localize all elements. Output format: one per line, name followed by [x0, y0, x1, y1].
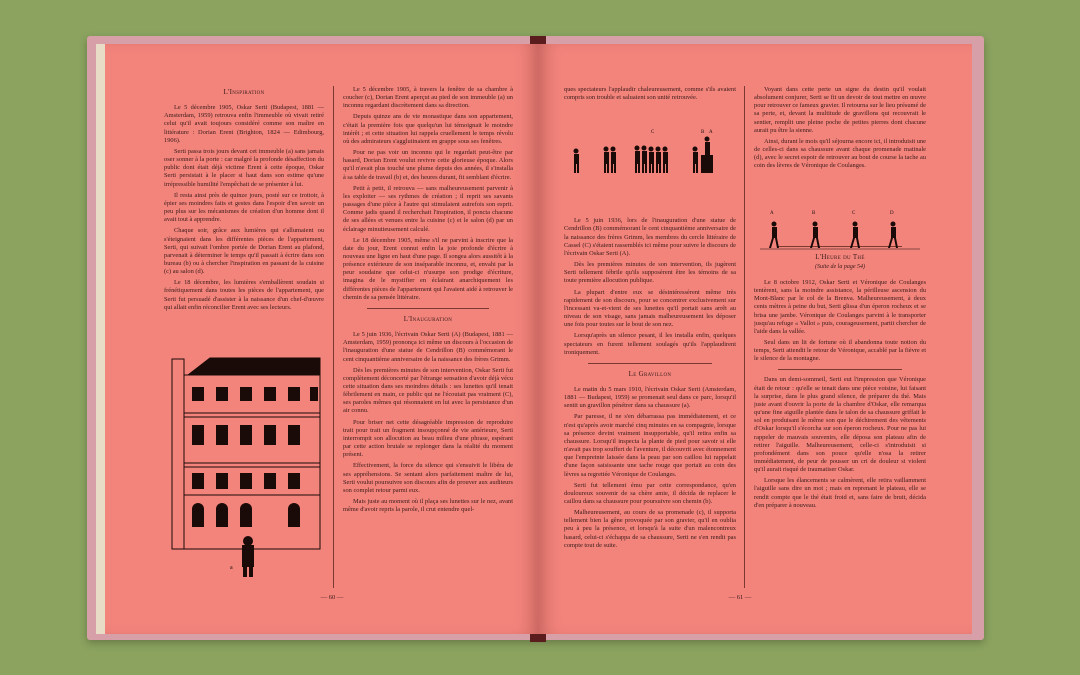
paragraph: Le 18 décembre 1905, même s'il ne parvint à inscrire que la date du jour, Erent connut enfin la joie profonde d'écrire à nouveau une ligne en haut d'une page. Il songea alors aussitôt à la présence extérieure de son inséparable inconnu, et, envahi par la peur soudaine que celui-ci n'usurpe son prodige d'écriture, imagina de le mystifier en éclairant anarchiquement les différentes pièces de l'appartement qui l'avaient aidé à retrouver le chemin de sa pensée littéraire.: [343, 236, 513, 301]
page-edge: [96, 44, 105, 634]
paragraph: Le 5 décembre 1905, à travers la fenêtre de sa chambre à coucher (c), Dorian Erent aperçut au pied de son immeuble (a) un inconnu regardant discrètement dans sa direction.: [343, 86, 513, 110]
spine-top: [530, 36, 546, 44]
left-col2: [343, 86, 513, 588]
paragraph: ques spectateurs l'applaudir chaleureusement, comme s'ils avaient compris son trouble et saluaient son unité retrouvée.: [564, 86, 736, 102]
paragraph: Petit à petit, il retrouva — sans malheureusement parvenir à les exploiter — ses rythmes de création ; il reprit ses savants passages d'une pièce à l'autre qui stimulaient autrefois son esprit. Comme jadis quand il recherchait l'inspiration, il poncta chacune de ses allées et venues entre la cuisine (c) et le salon (d) par un éclairage minutieusement calculé.: [343, 184, 513, 233]
paragraph: Il resta ainsi près de quinze jours, posté sur ce trottoir, à épier ses moindres faits et gestes dans l'espoir d'en savoir un peu plus sur les mécanismes de création d'un homme dont il avait tout à apprendre.: [164, 191, 324, 224]
paragraph: Dès les premières minutes de son intervention, Oskar Serti fut complètement déconcerté par l'étrange sensation d'avoir déjà vécu cette situation dans ses moindres détails : ses lunettes qu'il tenait fébrilement en main, ce public qui ne l'écoutait pas vraiment (C), ses paroles mêmes qui résonnaient en lui avec la persistance d'un air connu.: [343, 366, 513, 415]
section-title-inauguration: L'Inauguration: [403, 314, 453, 323]
paragraph: Lorsque les élancements se calmèrent, elle retira vaillamment l'aiguille sans dire un mot ; mais en reprenant le plateau, elle se rendit compte que le thé était froid et, sans faire de bruit, décida d'en préparer à nouveau.: [754, 477, 926, 509]
section-divider: [778, 369, 902, 370]
paragraph: Depuis quinze ans de vie monastique dans son appartement, c'était la première fois que quelqu'un lui témoignait le moindre intérêt ; et cette situation lui rappela cruellement le temps révolu où des admirateurs s'agglutinaient en grappe sous ses fenêtres.: [343, 113, 513, 145]
paragraph: Le matin du 5 mars 1910, l'écrivain Oskar Serti (Amsterdam, 1881 — Budapest, 1959) se promenait seul dans ce parc, lorsqu'il sentit un gravillon pénétrer dans sa chaussure (a).: [564, 385, 736, 410]
left-col1-top: [164, 86, 324, 346]
paragraph: Dès les premières minutes de son intervention, ils jugèrent Serti tellement fébrile qu'ils supposèrent être les témoins de sa toute première allocution publique.: [564, 261, 736, 285]
paragraph: Lorsqu'après un silence pesant, il les installa enfin, quelques spectateurs en furent tellement soulagés qu'ils l'applaudirent ironiquement.: [564, 332, 736, 356]
paragraph: Pour briser net cette désagréable impression de reproduire trait pour trait un fragment insoupçonné de vie antérieure, Serti interrompit son allocution au beau milieu d'une phrase, espérant par cette action brutale se replonger dans la réalité du moment présent.: [343, 418, 513, 459]
paragraph: Malheureusement, au cours de sa promenade (c), il supporta tellement bien la gêne provoquée par son gravier, qu'il en oublia peu à peu la présence, et lorsqu'à la suite d'un malencontreux hasard, celui-ci s'échappa de sa chaussure, Serti ne s'en rendit pas compte tout de suite.: [564, 509, 736, 549]
paragraph: Mais juste au moment où il plaça ses lunettes sur le nez, avant même d'avoir repris la parole, il crut entendre quel-: [343, 498, 513, 514]
figure-label-B: B: [701, 130, 705, 135]
page-number-right: — 61 —: [728, 594, 752, 601]
building-illustration: [170, 355, 322, 577]
walking-figures-illustration: [760, 206, 920, 254]
page-number-left: — 60 —: [320, 594, 344, 601]
paragraph: Effectivement, la force du silence qui s'ensuivit le libéra de ses appréhensions. Se sentant alors parfaitement maître de lui, Serti voulut poursuivre son discours afin de prouver aux auditeurs son complet retour parmi eux.: [343, 462, 513, 494]
figure-label-C: C: [651, 130, 655, 135]
paragraph: Dans un demi-sommeil, Serti eut l'impression que Véronique était de retour : qu'elle se tenait dans une pièce voisine, lui faisant la surprise, dans le plus grand silence, de préparer du thé. Mais juste avant d'ouvrir la porte de la chambre d'Oskar, elle remarqua qu'une fine aiguille plantée dans le talon de sa chaussure griffait le sol en produisant le même son que le déchirement des vêtements d'Oskar lorsqu'il s'écorcha sur son éperon rocheux. Pour ne pas lui rappeler de mauvais souvenirs, elle déposa son plateau afin de retirer l'aiguille. Malheureusement, celle-ci s'introduisit si profondément dans son pouce qu'elle n'osa la retirer immédiatement, de peur de pousser un cri de douleur si violent qu'il aurait risqué de traumatiser Oskar.: [754, 376, 926, 474]
paragraph: Serti fut tellement ému par cette correspondance, qu'en douloureux souvenir de sa chère amie, il décida de replacer le caillou dans sa chaussure pour poursuivre son chemin (b).: [564, 481, 736, 505]
paragraph: Le 8 octobre 1912, Oskar Serti et Véronique de Coulanges tentèrent, sans la moindre assistance, la périlleuse ascension du Mont-Blanc par le col de la Brenva. Malheureusement, à deux cents mètres à peine du but, Serti glissa d'un éperon rocheux et se brisa une jambe. Véronique de Coulanges parvint à le transporter jusqu'au refuge « Vallot » puis, courageusement, partit chercher de l'aide dans la vallée.: [754, 278, 926, 335]
figure-label-A: A: [770, 211, 774, 216]
section-subtitle: (Suite de la page 54): [815, 263, 865, 270]
paragraph: Le 5 juin 1936, l'écrivain Oskar Serti (A) (Budapest, 1881 — Amsterdam, 1959) prononça ici même un discours à l'occasion de l'inauguration d'une statue de Cendrillon (B) commémorant le cent cinquantième anniversaire de la naissance des frères Grimm.: [343, 331, 513, 363]
figure-label-D: D: [890, 211, 894, 216]
paragraph: Seul dans un lit de fortune où il abandonna toute notion du temps, Serti attendit le retour de Véronique, accablé par la fièvre et le silence de la montagne.: [754, 338, 926, 363]
paragraph: Serti passa trois jours devant cet immeuble (a) sans jamais oser sonner à la porte : car malgré la profonde désaffection du public dont était déjà victime Erent à cette époque, Oskar Serti persistait à le placer si haut dans son estime qu'une irrépressible humilité l'empêchait de se présenter à lui.: [164, 147, 324, 188]
figure-label-a: a: [230, 565, 233, 571]
crowd-illustration: [564, 125, 734, 177]
right-column-divider: [744, 86, 745, 588]
paragraph: Par paresse, il ne s'en débarrassa pas immédiatement, et ce n'est qu'après avoir marché cinq minutes en sa compagnie, lorsque sa présence devint vraiment insupportable, qu'il retira enfin sa chaussure. Lorsqu'il inspecta la plante de pied pour savoir si elle n'avait pas trop souffert de l'aventure, il découvrit avec étonnement que l'empreinte laissée dans la peau par son caillou lui rappelait d'une façon saisissante une tache rouge que portait au coin des lèvres sa regrettée Véronique de Coulanges.: [564, 413, 736, 478]
figure-label-C: C: [852, 211, 856, 216]
paragraph: Le 5 décembre 1905, Oskar Serti (Budapest, 1881 — Amsterdam, 1959) retrouva enfin l'immeuble où vivait retiré celui qu'il avait toujours considéré comme son maître en littérature : Dorian Erent (Brighton, 1824 — Edimbourg, 1906).: [164, 104, 324, 144]
paragraph: La plupart d'entre eux se désintéressèrent même très rapidement de son discours, pour se concentrer exclusivement sur l'incessant va-et-vient de ses lunettes qu'il portait sans arrêt au niveau de son visage, sans jamais malheureusement les déposer une fois pour toutes sur le bout de son nez.: [564, 288, 736, 329]
section-divider: [588, 363, 712, 364]
paragraph: Voyant dans cette perte un signe du destin qu'il voulait absolument conjurer, Serti se fit un devoir de tout mettre en œuvre pour retrouver ce fameux gravier. Il retourna sur le lieu présumé de sa perte, et, devant la multitude de gravillons qui recouvrait le sentier, remplit une pleine poche de petites pierres dont chacune aurait pu être la sienne.: [754, 86, 926, 134]
paragraph: Chaque soir, grâce aux lumières qui s'allumaient ou s'éteignaient dans les différentes pièces de l'appartement, Serti, qui suivait l'ombre portée de Dorian Erent au plafond, parvenait à déterminer le temps qu'il passait à écrire dans son bureau (b) ou à chercher l'inspiration en passant de la cuisine (c) au salon (d).: [164, 227, 324, 276]
section-title-inspiration: L'Inspiration: [223, 88, 265, 96]
paragraph: Le 18 décembre, les lumières s'emballèrent soudain si frénétiquement dans toutes les pièces de l'appartement, que Serti fut persuadé d'assister à la naissance d'un chef-d'œuvre qui allait enfin réconcilier Erent avec ses lecteurs.: [164, 279, 324, 311]
section-title-gravillon: Le Gravillon: [628, 369, 672, 378]
paragraph: Le 5 juin 1936, lors de l'inauguration d'une statue de Cendrillon (B) commémorant le cent cinquantième anniversaire de la naissance des frères Grimm, les membres du cercle littéraire de Cassel (C) s'étaient rassemblés ici même pour suivre le discours de l'écrivain Oskar Serti (A).: [564, 217, 736, 257]
spine-bottom: [530, 634, 546, 642]
left-column-divider: [333, 86, 334, 588]
section-divider: [367, 308, 489, 309]
paragraph: Ainsi, durant le mois qu'il séjourna encore ici, il introduisit une de celles-ci dans sa chaussure avant chaque promenade matinale (d), avec le secret espoir de retrouver au bout de course la tache au coin des lèvres de Véronique de Coulanges.: [754, 137, 926, 170]
paragraph: Pour ne pas voir un inconnu qui le regardait peut-être par hasard, Dorian Erent voulut revivre cette glorieuse époque. Alors qu'il n'avait plus touché une plume depuis des années, il s'installa à sa table de travail (b) et, des heures durant, fit semblant d'écrire.: [343, 149, 513, 181]
figure-label-B: B: [812, 211, 816, 216]
figure-label-A: A: [709, 130, 713, 135]
section-title-heure-du-the: L'Heure du Thé: [815, 252, 865, 261]
right-col2: [754, 86, 926, 586]
